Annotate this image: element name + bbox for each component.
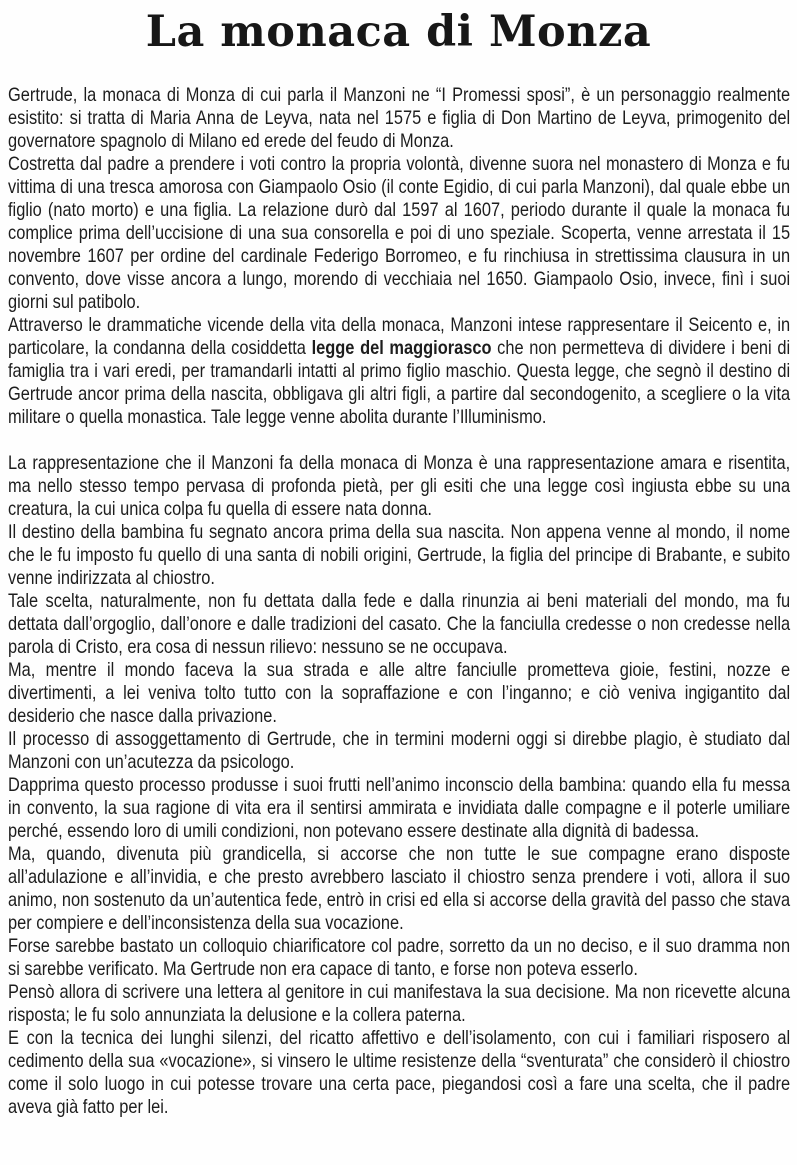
paragraph: Ma, quando, divenuta più grandicella, si accorse che non tutte le sue compagne erano disposte all’adulazione e all’invidia, e che presto avrebbero lasciato il chiostro senza prendere i voti, allora il suo animo, non sostenuto da un’autentica fede, entrò in crisi ed ella si accorse della gravità del passo che stava per compiere e dell’inconsistenza della sua vocazione.	[8, 843, 791, 934]
paragraph: Il destino della bambina fu segnato ancora prima della sua nascita. Non appena venne al mondo, il nome che le fu imposto fu quello di una santa di nobili origini, Gertrude, la figlia del principe di Brabante, e subito venne indirizzata al chiostro.	[8, 521, 791, 589]
paragraph: E con la tecnica dei lunghi silenzi, del ricatto affettivo e dell’isolamento, con cui i familiari risposero al cedimento della sua «vocazione», si vinsero le ultime resistenze della “sventurata” che considerò il chiostro come il solo luogo in cui potesse trovare una certa pace, piegandosi così a fare una scelta, che il padre aveva già fatto per lei.	[8, 1027, 791, 1118]
paragraph-text: Attraverso le drammatiche vicende della vita della monaca, Manzoni intese rappresentare il Seicento e, in particolare, la condanna della cosiddetta	[8, 314, 791, 359]
paragraph	[8, 314, 790, 429]
paragraph: Il processo di assoggettamento di Gertrude, che in termini moderni oggi si direbbe plagio, è studiato dal Manzoni con un’acutezza da psicologo.	[8, 728, 791, 773]
paragraph-spacer	[8, 429, 790, 452]
paragraph: Forse sarebbe bastato un colloquio chiarificatore col padre, sorretto da un no deciso, e il suo dramma non si sarebbe verificato. Ma Gertrude non era capace di tanto, e forse non poteva esserlo.	[8, 935, 791, 980]
page-title: La monaca di Monza	[145, 7, 652, 57]
paragraph: La rappresentazione che il Manzoni fa della monaca di Monza è una rappresentazione amara e risentita, ma nello stesso tempo pervasa di profonda pietà, per gli esiti che una legge così ingiusta ebbe su una creatura, la cui unica colpa fu quella di essere nata donna.	[8, 452, 791, 520]
paragraph: Pensò allora di scrivere una lettera al genitore in cui manifestava la sua decisione. Ma non ricevette alcuna risposta; le fu solo annunziata la delusione e la collera paterna.	[8, 981, 791, 1026]
paragraph: Costretta dal padre a prendere i voti contro la propria volontà, divenne suora nel monastero di Monza e fu vittima di una tresca amorosa con Giampaolo Osio (il conte Egidio, di cui parla Manzoni), dal quale ebbe un figlio (nato morto) e una figlia. La relazione durò dal 1597 al 1607, periodo durante il quale la monaca fu complice prima dell’uccisione di una sua consorella e poi di uno speziale. Scoperta, venne arrestata il 15 novembre 1607 per ordine del cardinale Federigo Borromeo, e fu rinchiusa in strettissima clausura in un convento, dove visse ancora a lungo, morendo di vecchiaia nel 1650. Giampaolo Osio, invece, finì i suoi giorni sul patibolo.	[8, 153, 791, 313]
document-body	[8, 84, 790, 1119]
paragraph: Ma, mentre il mondo faceva la sua strada e alle altre fanciulle prometteva gioie, festini, nozze e divertimenti, a lei veniva tolto tutto con la sopraffazione e con l’inganno; e ciò veniva ingigantito dal desiderio che nasce dalla privazione.	[8, 659, 791, 727]
paragraph: Dapprima questo processo produsse i suoi frutti nell’animo inconscio della bambina: quando ella fu messa in convento, la sua ragione di vita era il sentirsi ammirata e invidiata dalle compagne e il poterle umiliare perché, essendo loro di umili condizioni, non potevano essere destinate alla dignità di badessa.	[8, 774, 791, 842]
paragraph: Gertrude, la monaca di Monza di cui parla il Manzoni ne “I Promessi sposi”, è un personaggio realmente esistito: si tratta di Maria Anna de Leyva, nata nel 1575 e figlia di Don Martino de Leyva, primogenito del governatore spagnolo di Milano ed erede del feudo di Monza.	[8, 84, 791, 152]
bold-phrase: legge del maggiorasco	[311, 337, 492, 359]
paragraph: Tale scelta, naturalmente, non fu dettata dalla fede e dalla rinunzia ai beni materiali del mondo, ma fu dettata dall’orgoglio, dall’onore e dalle tradizioni del casato. Che la fanciulla credesse o non credesse nella parola di Cristo, era cosa di nessun rilievo: nessuno se ne occupava.	[8, 590, 791, 658]
paragraph-text: che non permetteva di dividere i beni di famiglia tra i vari eredi, per tramandarli intatti al primo figlio maschio. Questa legge, che segnò il destino di Gertrude ancor prima della nascita, obbligava gli altri figli, a partire dal secondogenito, a scegliere o la vita militare o quella monastica. Tale legge venne abolita durante l’Illuminismo.	[8, 337, 791, 428]
